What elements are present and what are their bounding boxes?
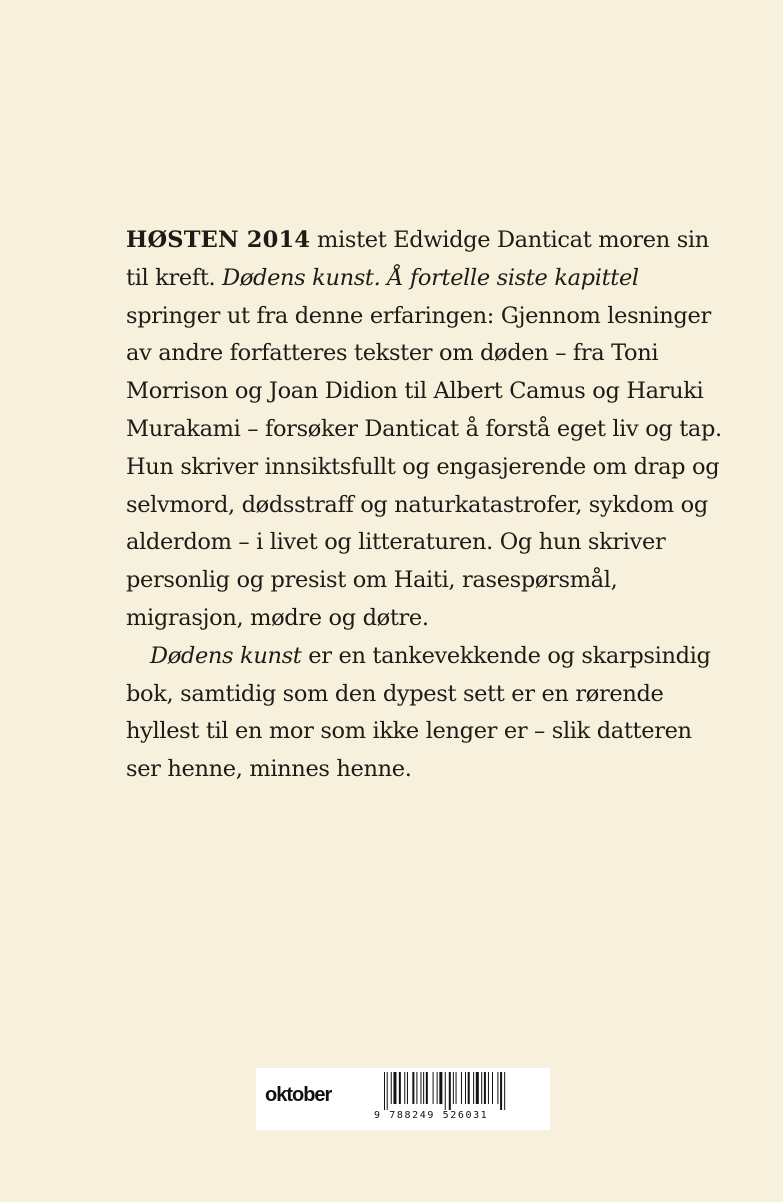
blurb-text: mistet Edwidge Danticat moren sin til kreft. <box>126 227 709 291</box>
blurb-text: springer ut fra denne erfaringen: Gjennom lesninger av andre forfatteres tekster om døden – fra Toni Morrison og Joan Didion til Albert Camus og Haruki Murakami – forsøker Danticat å forstå eget liv og tap. Hun skriver innsiktsfullt og engasjerende om drap og selvmord, dødsstraff og naturkatastrofer, sykdom og alderdom – i livet og litteraturen. Og hun skriver personlig og presist om Haiti, rasespørsmål, migrasjon, mødre og døtre. <box>126 302 722 631</box>
blurb-text: er en tankevekkende og skarpsindig bok, samtidig som den dypest sett er en rørende hyllest til en mor som ikke lenger er – slik datteren ser henne, minnes henne. <box>126 642 711 783</box>
book-title-italic: Dødens kunst. Å fortelle siste kapittel <box>222 264 639 291</box>
isbn-barcode <box>384 1072 544 1110</box>
blurb-lead: HØSTEN 2014 <box>126 227 311 253</box>
publisher-barcode-strip <box>256 1068 550 1130</box>
publisher-logo: oktober <box>265 1084 332 1106</box>
isbn-digits: 9 788249 526031 <box>374 1110 489 1121</box>
blurb-paragraph-2 <box>126 638 726 789</box>
blurb-paragraph-1 <box>126 222 726 638</box>
back-cover-blurb <box>126 222 726 789</box>
book-title-italic: Dødens kunst <box>150 642 302 669</box>
